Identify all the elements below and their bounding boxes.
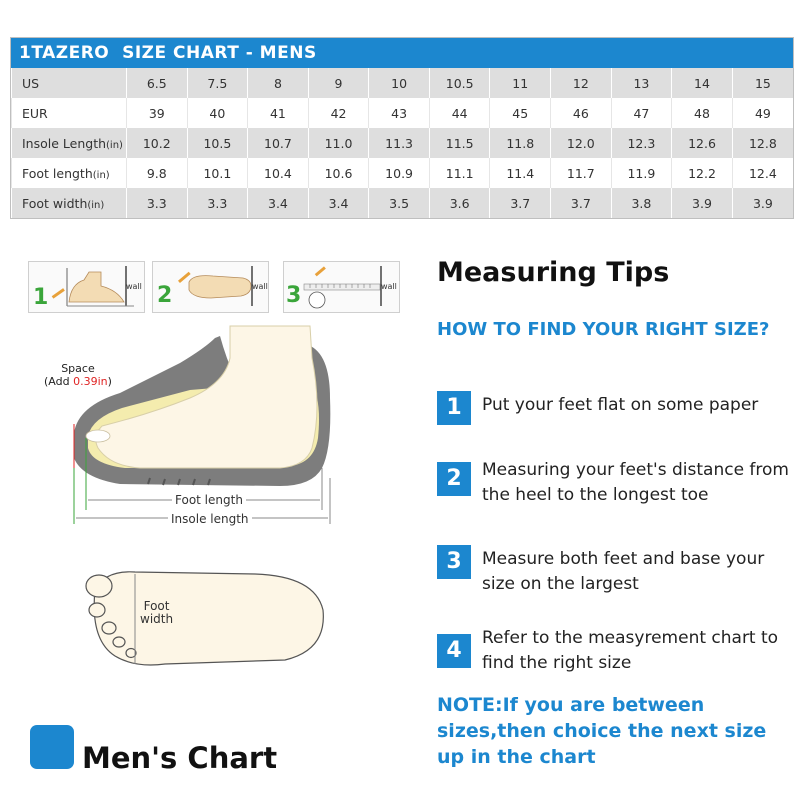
size-row [12,128,794,158]
step-1-number: 1 [33,285,49,310]
size-cell: 11 [490,68,551,98]
size-cell: 10.4 [248,158,309,188]
step-2-illustration [153,262,268,312]
size-cell: 11.1 [429,158,490,188]
step-2-thumbnail [152,261,269,313]
insole-length-label: Insole length [168,512,252,526]
size-cell: 14 [672,68,733,98]
tip-step-text: Measuring your feet's distance from the heel to the longest toe [482,460,789,505]
size-cell: 49 [732,98,793,128]
row-label-text: Foot width [22,195,88,211]
mens-chart-square-icon [30,725,74,769]
tip-step-text: Measure both feet and base your size on the largest [482,549,765,594]
sizing-note: NOTE:If you are between sizes,then choice the next size up in the chart [437,694,767,768]
tip-step-number: 3 [437,545,471,579]
size-cell: 10 [369,68,430,98]
row-label-text: EUR [22,105,48,121]
foot-sole-diagram [75,560,335,675]
step-1-illustration [29,262,144,312]
size-row-label [12,188,127,218]
size-cell: 45 [490,98,551,128]
size-cell: 9.8 [127,158,188,188]
size-cell: 11.8 [490,128,551,158]
size-cell: 3.4 [248,188,309,218]
size-chart [10,37,794,219]
size-cell: 3.7 [551,188,612,218]
size-row-label [12,98,127,128]
size-cell: 12.3 [611,128,672,158]
size-cell: 12 [551,68,612,98]
size-cell: 3.3 [127,188,188,218]
size-cell: 8 [248,68,309,98]
wall-label: wall [126,282,142,291]
size-cell: 10.7 [248,128,309,158]
size-cell: 9 [308,68,369,98]
size-cell: 7.5 [187,68,248,98]
size-cell: 12.4 [732,158,793,188]
size-cell: 39 [127,98,188,128]
size-cell: 12.0 [551,128,612,158]
size-cell: 3.9 [732,188,793,218]
size-cell: 6.5 [127,68,188,98]
size-cell: 10.5 [187,128,248,158]
size-cell: 43 [369,98,430,128]
size-cell: 3.4 [308,188,369,218]
size-cell: 11.9 [611,158,672,188]
row-label-text: Insole Length [22,135,107,151]
size-cell: 3.3 [187,188,248,218]
size-cell: 47 [611,98,672,128]
step-3-illustration [284,262,399,312]
size-cell: 13 [611,68,672,98]
tip-step-text: Refer to the measyrement chart to find the right size [482,628,779,673]
size-cell: 11.4 [490,158,551,188]
measuring-tips-title: Measuring Tips [437,257,670,288]
size-cell: 3.8 [611,188,672,218]
tip-step-text: Put your feet flat on some paper [482,395,759,415]
size-cell: 11.5 [429,128,490,158]
size-table [11,68,793,218]
space-add-value: 0.39in [73,375,108,388]
size-row [12,98,794,128]
size-cell: 46 [551,98,612,128]
size-cell: 3.5 [369,188,430,218]
tip-step-number: 4 [437,634,471,668]
step-2-number: 2 [157,283,173,308]
step-3-thumbnail [283,261,400,313]
foot-length-label: Foot length [172,493,246,507]
wall-label: wall [252,282,268,291]
size-cell: 12.2 [672,158,733,188]
space-add-prefix: (Add [44,375,74,388]
size-cell: 11.7 [551,158,612,188]
foot-width-line-2: width [140,612,174,626]
size-row [12,188,794,218]
size-cell: 10.9 [369,158,430,188]
step-3-number: 3 [286,283,302,308]
foot-width-line-1: Foot [143,599,170,613]
size-row [12,68,794,98]
size-cell: 15 [732,68,793,98]
tip-step-number: 2 [437,462,471,496]
tip-step-number: 1 [437,391,471,425]
size-row [12,158,794,188]
foot-width-label [140,600,173,626]
size-cell: 3.9 [672,188,733,218]
size-cell: 41 [248,98,309,128]
size-cell: 12.8 [732,128,793,158]
row-label-text: Foot length [22,165,93,181]
space-add-suffix: ) [107,375,112,388]
row-unit-text: (in) [92,169,110,181]
size-cell: 11.3 [369,128,430,158]
row-unit-text: (in) [106,139,123,151]
wall-label: wall [381,282,397,291]
size-cell: 40 [187,98,248,128]
size-row-label [12,158,127,188]
measuring-tips-subtitle: HOW TO FIND YOUR RIGHT SIZE? [437,319,770,340]
size-cell: 3.7 [490,188,551,218]
size-cell: 10.1 [187,158,248,188]
mens-chart-label: Men's Chart [82,741,278,775]
step-1-thumbnail [28,261,145,313]
size-cell: 48 [672,98,733,128]
size-cell: 10.2 [127,128,188,158]
row-label-text: US [22,75,40,91]
size-cell: 10.5 [429,68,490,98]
size-cell: 10.6 [308,158,369,188]
size-cell: 44 [429,98,490,128]
size-row-label [12,68,127,98]
size-cell: 12.6 [672,128,733,158]
space-label: Space [61,362,95,375]
size-cell: 42 [308,98,369,128]
size-cell: 3.6 [429,188,490,218]
size-cell: 11.0 [308,128,369,158]
space-annotation [44,362,112,388]
row-unit-text: (in) [87,199,105,211]
size-chart-title: 1TAZERO SIZE CHART - MENS [11,38,793,68]
size-row-label [12,128,127,158]
